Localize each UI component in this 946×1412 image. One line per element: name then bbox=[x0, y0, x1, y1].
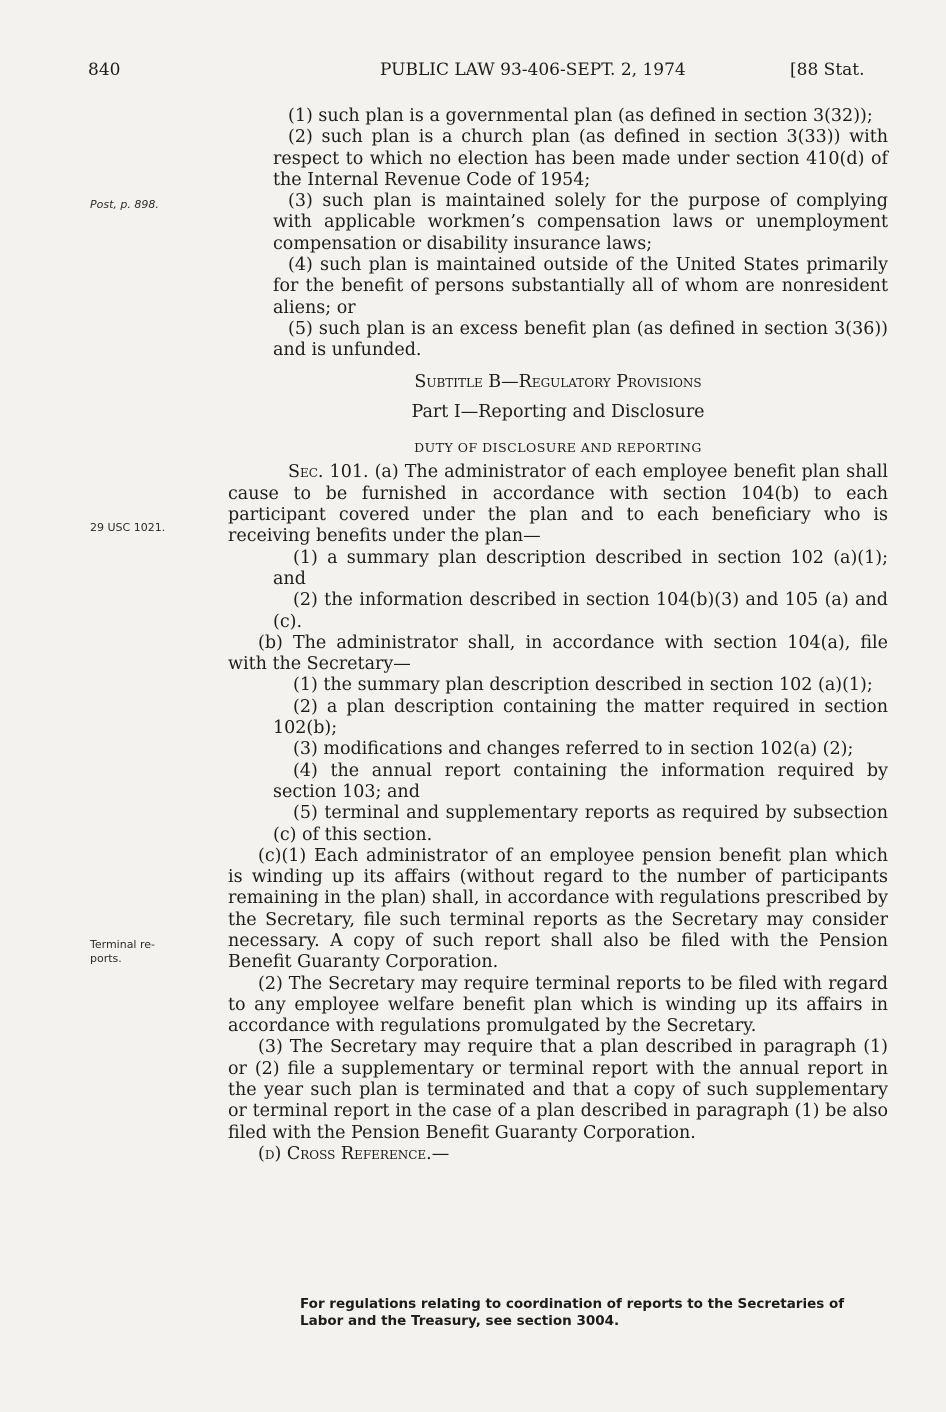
paragraph: (1) the summary plan description described in section 102 (a)(1); bbox=[293, 675, 873, 696]
paragraph: (4) the annual report containing the information required by section 103; and bbox=[273, 760, 888, 802]
paragraph: (5) terminal and supplementary reports as required by subsection (c) of this section. bbox=[273, 803, 888, 845]
margin-note-terminal bbox=[90, 938, 230, 966]
paragraph: (2) a plan description containing the matter required in section 102(b); bbox=[273, 696, 888, 739]
margin-note-usc: 29 USC 1021. bbox=[90, 521, 166, 534]
subtitle-heading: Subtitle B—Regulatory Provisions bbox=[414, 371, 702, 392]
section-101-c1: (c)(1) Each administrator of an employee pension benefit plan which is winding up its affairs (without regard to the number of participants remaining in the plan) shall, in accordance with regulations prescribed by the Secretary, file such terminal reports as the Secretary may consider necessary. A copy of such report shall also be filed with the Pension Benefit Guaranty Corporation. bbox=[228, 845, 888, 973]
margin-note-terminal-line2: ports. bbox=[90, 952, 122, 965]
paragraph: (4) such plan is maintained outside of the United States primarily for the benefit of persons substantially all of whom are nonresident aliens; or bbox=[273, 255, 888, 318]
paragraph: (2) the information described in section 104(b)(3) and 105 (a) and (c). bbox=[273, 590, 888, 632]
paragraph: (3) such plan is maintained solely for the purpose of complying with applicable workmen’s compensation laws or unemployment compensation or disability insurance laws; bbox=[273, 191, 888, 254]
section-101-c3: (3) The Secretary may require that a plan described in paragraph (1) or (2) file a supplementary or terminal report with the annual report in the year such plan is terminated and that a copy of such supplementary or terminal report in the case of a plan described in paragraph (1) be also filed with the Pension Benefit Guaranty Corporation. bbox=[228, 1037, 888, 1143]
running-title: PUBLIC LAW 93-406-SEPT. 2, 1974 bbox=[380, 60, 686, 80]
section-heading: DUTY OF DISCLOSURE AND REPORTING bbox=[414, 440, 702, 456]
section-label: Sec. 101. bbox=[288, 462, 369, 483]
section-101-a-text: (a) The administrator of each employee benefit plan shall cause to be furnished in accordance with section 104(b) to each participant covered under the plan and to each beneficiary who is receiving benefits under the plan— bbox=[228, 462, 888, 547]
page-header bbox=[0, 60, 946, 90]
part-heading: Part I—Reporting and Disclosure bbox=[411, 401, 705, 422]
section-101-d: (d) Cross Reference.— bbox=[258, 1143, 450, 1164]
page-number: 840 bbox=[88, 60, 121, 80]
statute-reference: [88 Stat. bbox=[790, 60, 865, 80]
paragraph: (3) modifications and changes referred to in section 102(a) (2); bbox=[293, 739, 854, 760]
margin-note-terminal-line1: Terminal re- bbox=[90, 938, 156, 951]
section-101-a bbox=[228, 462, 888, 547]
main-text bbox=[228, 106, 888, 1165]
section-101-b: (b) The administrator shall, in accordance with section 104(a), file with the Secretary— bbox=[228, 632, 888, 675]
paragraph: (1) a summary plan description described in section 102 (a)(1); and bbox=[273, 547, 888, 589]
paragraph: (5) such plan is an excess benefit plan (as defined in section 3(36)) and is unfunded. bbox=[273, 318, 888, 361]
margin-note-post: Post, p. 898. bbox=[90, 198, 159, 211]
paragraph: (2) such plan is a church plan (as defined in section 3(33)) with respect to which no election has been made under section 410(d) of the Internal Revenue Code of 1954; bbox=[273, 127, 888, 190]
section-101-c2: (2) The Secretary may require terminal reports to be filed with regard to any employee welfare benefit plan which is winding up its affairs in accordance with regulations promulgated by the Secretary. bbox=[228, 973, 888, 1037]
paragraph: (1) such plan is a governmental plan (as defined in section 3(32)); bbox=[288, 106, 873, 126]
cross-reference-note: For regulations relating to coordination of reports to the Secretaries of Labor and the Treasury, see section 3004. bbox=[300, 1296, 845, 1329]
